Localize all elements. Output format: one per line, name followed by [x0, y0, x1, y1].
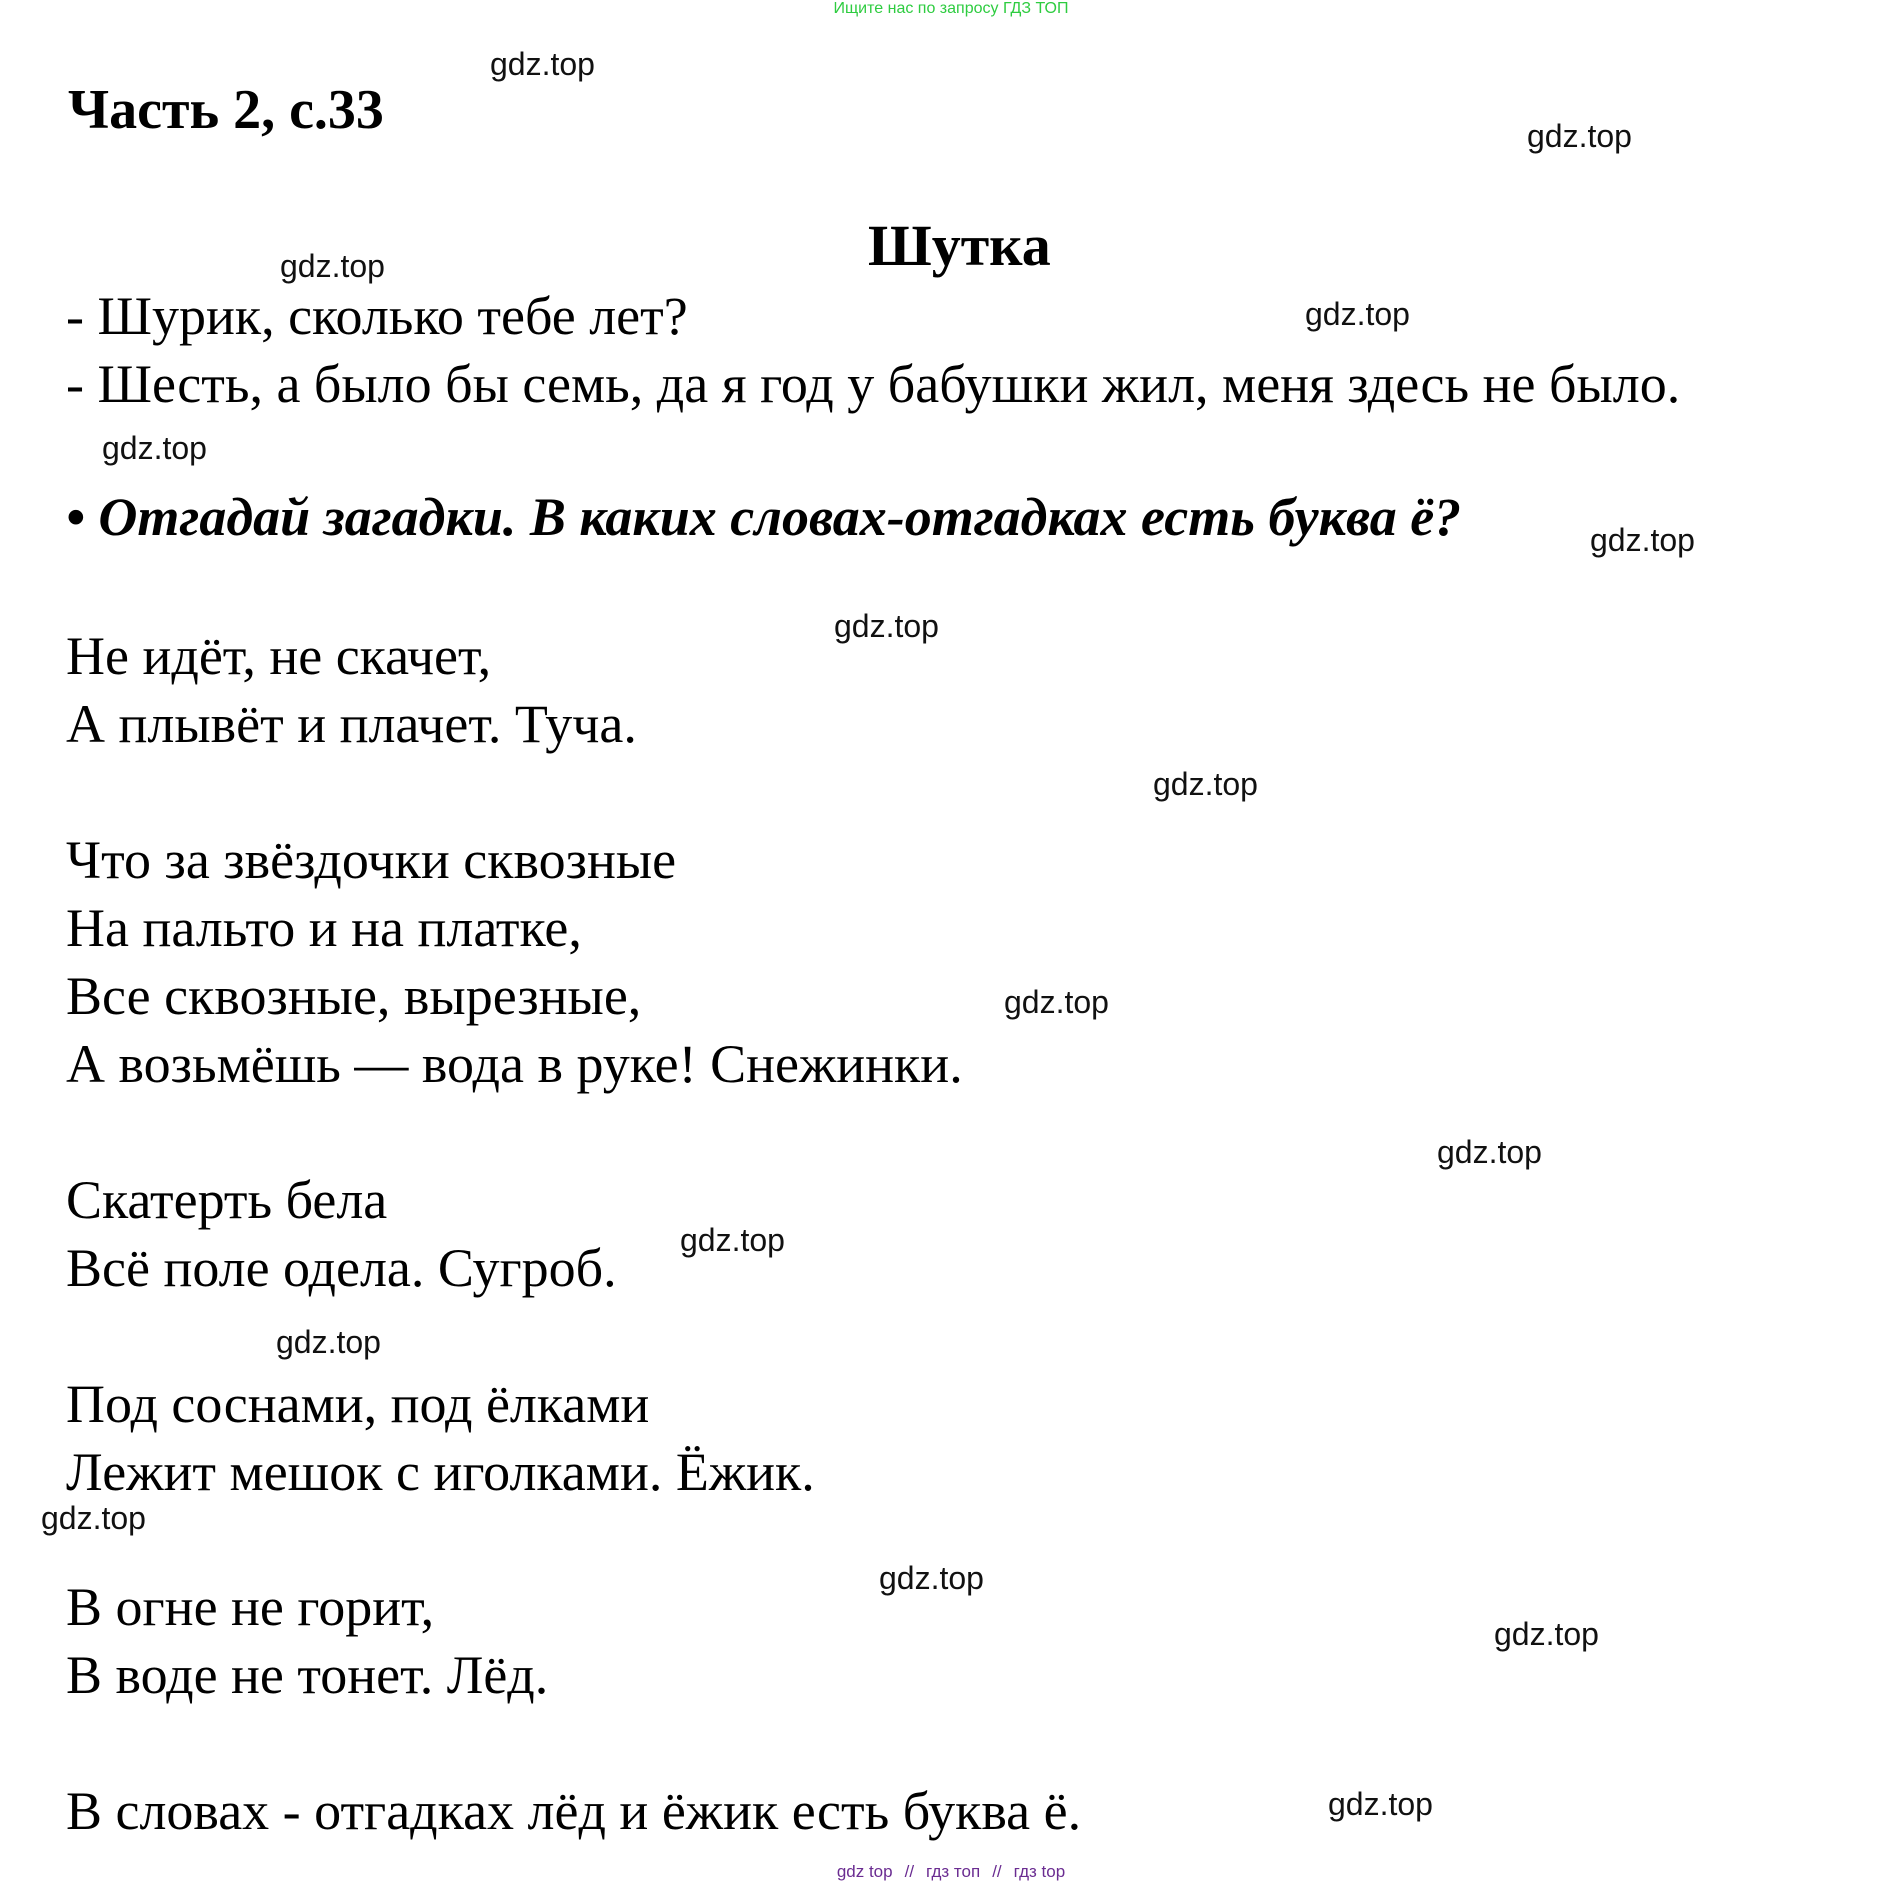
riddle-line: А плывёт и плачет. Туча.: [66, 694, 637, 754]
watermark: gdz.top: [1494, 1616, 1599, 1652]
watermark: gdz.top: [1305, 296, 1410, 332]
watermark: gdz.top: [879, 1560, 984, 1596]
footer-links: [0, 1862, 1902, 1882]
watermark: gdz.top: [1590, 522, 1695, 558]
watermark: gdz.top: [1153, 766, 1258, 802]
answer-text: В словах - отгадках лёд и ёжик есть буква ё.: [66, 1781, 1082, 1841]
task-instruction: • Отгадай загадки. В каких словах-отгадках есть буква ё?: [66, 487, 1462, 547]
riddle-line: Все сквозные, вырезные,: [66, 966, 642, 1026]
watermark: gdz.top: [490, 46, 595, 82]
watermark: gdz.top: [834, 608, 939, 644]
riddle-line: В воде не тонет. Лёд.: [66, 1645, 549, 1705]
riddle-line: Скатерть бела: [66, 1170, 388, 1230]
riddle-line: Лежит мешок с иголками. Ёжик.: [66, 1442, 815, 1502]
watermark: gdz.top: [1004, 984, 1109, 1020]
riddle-line: Что за звёздочки сквозные: [66, 830, 677, 890]
riddle-line: Под соснами, под ёлками: [66, 1374, 650, 1434]
dialogue-line: - Шурик, сколько тебе лет?: [66, 286, 688, 346]
riddle-line: В огне не горит,: [66, 1577, 435, 1637]
page-heading: Часть 2, с.33: [68, 79, 384, 141]
watermark: gdz.top: [102, 430, 207, 466]
riddle-line: Не идёт, не скачет,: [66, 626, 492, 686]
footer-link[interactable]: гдз топ: [926, 1862, 981, 1881]
footer-separator: //: [992, 1862, 1002, 1881]
watermark: gdz.top: [1527, 118, 1632, 154]
riddle-line: Всё поле одела. Сугроб.: [66, 1238, 617, 1298]
top-search-note: Ищите нас по запросу ГДЗ ТОП: [833, 0, 1069, 17]
footer-separator: //: [904, 1862, 915, 1881]
footer-link[interactable]: gdz top: [836, 1862, 893, 1881]
watermark: gdz.top: [276, 1324, 381, 1360]
riddle-line: А возьмёшь — вода в руке! Снежинки.: [66, 1034, 963, 1094]
watermark: gdz.top: [1437, 1134, 1542, 1170]
dialogue-line: - Шесть, а было бы семь, да я год у бабушки жил, меня здесь не было.: [66, 354, 1681, 414]
riddle-line: На пальто и на платке,: [66, 898, 582, 958]
watermark: gdz.top: [1328, 1786, 1433, 1822]
footer-link[interactable]: гдз top: [1013, 1862, 1066, 1881]
watermark: gdz.top: [280, 248, 385, 284]
watermark: gdz.top: [680, 1222, 785, 1258]
section-title: Шутка: [868, 213, 1051, 278]
watermark: gdz.top: [41, 1500, 146, 1536]
